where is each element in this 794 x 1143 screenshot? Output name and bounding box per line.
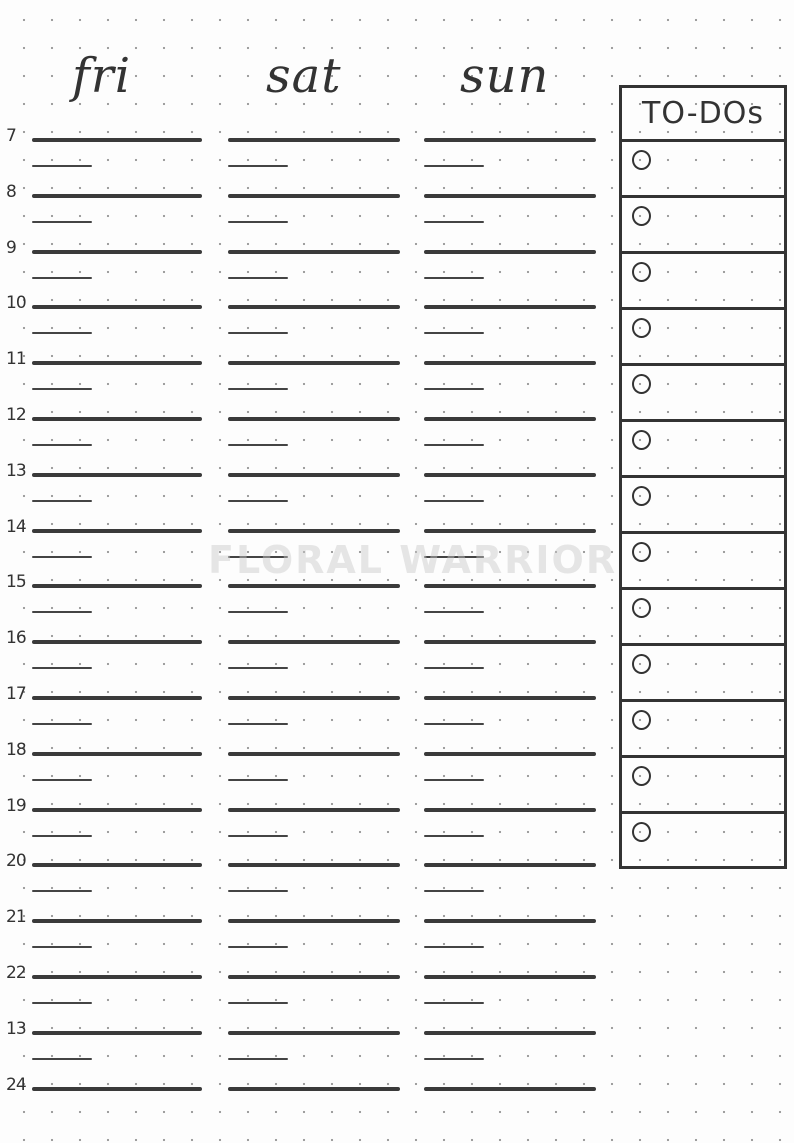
todo-item xyxy=(622,142,784,198)
half-hour-line-sun xyxy=(424,667,484,669)
checkbox-circle-icon xyxy=(632,206,651,226)
hour-line-sun xyxy=(424,529,596,533)
half-hour-line-sun xyxy=(424,946,484,948)
half-hour-line-sat xyxy=(228,165,288,167)
hour-row xyxy=(0,684,610,752)
half-hour-line-fri xyxy=(32,500,92,502)
hour-row xyxy=(0,181,610,250)
checkbox-circle-icon xyxy=(632,598,651,618)
hour-line-fri xyxy=(32,584,202,588)
hour-line-sun xyxy=(424,696,596,700)
half-hour-line-sun xyxy=(424,1058,484,1060)
hour-line-sat xyxy=(228,529,400,533)
hour-line-sat xyxy=(228,1087,400,1091)
todo-item xyxy=(622,310,784,366)
todo-items xyxy=(622,142,784,870)
hour-line-sat xyxy=(228,752,400,756)
hour-line-sat xyxy=(228,863,400,867)
checkbox-circle-icon xyxy=(632,542,651,562)
hour-label: 22 xyxy=(6,963,26,983)
hour-line-sun xyxy=(424,752,596,756)
half-hour-line-sun xyxy=(424,1002,484,1004)
half-hour-line-fri xyxy=(32,890,92,892)
half-hour-line-sun xyxy=(424,388,484,390)
checkbox-circle-icon xyxy=(632,262,651,282)
hour-label: 10 xyxy=(6,293,26,314)
hour-row xyxy=(0,907,610,975)
half-hour-line-sat xyxy=(228,277,288,279)
half-hour-line-fri xyxy=(32,1058,92,1060)
checkbox-circle-icon xyxy=(632,150,651,170)
half-hour-line-fri xyxy=(32,556,92,558)
hour-line-sun xyxy=(424,194,596,198)
hour-label: 11 xyxy=(6,349,26,370)
hour-label: 14 xyxy=(6,516,26,537)
half-hour-line-sat xyxy=(228,221,288,223)
todo-item xyxy=(622,478,784,534)
hour-row xyxy=(0,405,610,473)
hour-line-fri xyxy=(32,1031,202,1035)
hour-line-fri xyxy=(32,1087,202,1091)
half-hour-line-sun xyxy=(424,779,484,781)
half-hour-line-sun xyxy=(424,890,484,892)
todo-item xyxy=(622,534,784,590)
half-hour-line-fri xyxy=(32,388,92,390)
hour-line-sat xyxy=(228,919,400,923)
hour-line-sun xyxy=(424,640,596,644)
half-hour-line-sat xyxy=(228,835,288,837)
todo-item xyxy=(622,814,784,870)
hour-line-fri xyxy=(32,473,202,477)
checkbox-circle-icon xyxy=(632,430,651,450)
half-hour-line-fri xyxy=(32,1002,92,1004)
half-hour-line-sun xyxy=(424,444,484,446)
hour-label: 17 xyxy=(6,684,26,704)
hour-line-sun xyxy=(424,250,596,254)
hour-line-fri xyxy=(32,250,202,254)
hour-row xyxy=(0,628,610,696)
hour-line-fri xyxy=(32,863,202,867)
half-hour-line-fri xyxy=(32,332,92,334)
hour-line-sun xyxy=(424,305,596,309)
half-hour-line-sat xyxy=(228,779,288,781)
checkbox-circle-icon xyxy=(632,654,651,674)
hour-row xyxy=(0,237,610,306)
todo-item xyxy=(622,422,784,478)
hour-label: 21 xyxy=(6,907,26,928)
half-hour-line-sun xyxy=(424,611,484,613)
hour-line-sat xyxy=(228,361,400,365)
hour-line-fri xyxy=(32,640,202,644)
hour-line-sun xyxy=(424,1087,596,1091)
hour-line-fri xyxy=(32,417,202,421)
watermark: FLORAL WARRIOR xyxy=(208,538,618,582)
hour-line-sat xyxy=(228,1031,400,1035)
hour-label: 20 xyxy=(6,851,26,872)
hour-line-fri xyxy=(32,305,202,309)
hour-line-sat xyxy=(228,417,400,421)
half-hour-line-fri xyxy=(32,221,92,223)
half-hour-line-sun xyxy=(424,165,484,167)
half-hour-line-sat xyxy=(228,500,288,502)
hour-label: 16 xyxy=(6,628,26,649)
hour-line-sun xyxy=(424,863,596,867)
hour-row xyxy=(0,293,610,361)
half-hour-line-sat xyxy=(228,890,288,892)
day-title-fri: fri xyxy=(72,48,132,104)
hour-label: 13 xyxy=(6,460,26,481)
hour-line-fri xyxy=(32,194,202,198)
hour-row xyxy=(0,572,610,640)
half-hour-line-fri xyxy=(32,779,92,781)
hour-line-sat xyxy=(228,138,400,142)
checkbox-circle-icon xyxy=(632,374,651,394)
checkbox-circle-icon xyxy=(632,710,651,730)
hour-label: 8 xyxy=(6,181,16,202)
hour-label: 13 xyxy=(6,1018,26,1039)
hour-row xyxy=(0,460,610,529)
hour-line-sat xyxy=(228,640,400,644)
half-hour-line-fri xyxy=(32,946,92,948)
hour-line-sat xyxy=(228,975,400,979)
half-hour-line-fri xyxy=(32,277,92,279)
half-hour-line-sun xyxy=(424,723,484,725)
hour-line-fri xyxy=(32,808,202,812)
hour-line-sat xyxy=(228,250,400,254)
hour-line-sun xyxy=(424,1031,596,1035)
checkbox-circle-icon xyxy=(632,822,651,842)
half-hour-line-fri xyxy=(32,444,92,446)
half-hour-line-sat xyxy=(228,1058,288,1060)
hour-line-sat xyxy=(228,305,400,309)
hour-line-sun xyxy=(424,138,596,142)
hour-row xyxy=(0,126,610,194)
hour-label: 24 xyxy=(6,1074,26,1095)
hour-line-fri xyxy=(32,975,202,979)
todo-header: TO-DOs xyxy=(622,88,784,142)
hour-label: 12 xyxy=(6,405,26,425)
hour-row xyxy=(0,795,610,864)
half-hour-line-sat xyxy=(228,946,288,948)
hour-row xyxy=(0,963,610,1031)
hour-line-sun xyxy=(424,361,596,365)
hour-line-sat xyxy=(228,584,400,588)
half-hour-line-sun xyxy=(424,835,484,837)
half-hour-line-sat xyxy=(228,444,288,446)
hour-row xyxy=(0,739,610,808)
checkbox-circle-icon xyxy=(632,318,651,338)
hour-line-sat xyxy=(228,473,400,477)
hour-line-fri xyxy=(32,138,202,142)
hour-label: 19 xyxy=(6,795,26,816)
hour-line-sun xyxy=(424,919,596,923)
hour-label: 15 xyxy=(6,572,26,593)
half-hour-line-fri xyxy=(32,667,92,669)
hour-row xyxy=(0,851,610,919)
half-hour-line-fri xyxy=(32,723,92,725)
todo-item xyxy=(622,590,784,646)
hour-line-sat xyxy=(228,696,400,700)
todo-item xyxy=(622,254,784,310)
hour-line-sun xyxy=(424,975,596,979)
todo-item xyxy=(622,366,784,422)
half-hour-line-fri xyxy=(32,611,92,613)
hour-label: 18 xyxy=(6,739,26,760)
half-hour-line-sun xyxy=(424,277,484,279)
half-hour-line-sat xyxy=(228,667,288,669)
todo-item xyxy=(622,646,784,702)
half-hour-line-sat xyxy=(228,332,288,334)
half-hour-line-sun xyxy=(424,332,484,334)
day-title-sun: sun xyxy=(460,48,550,104)
hour-line-sun xyxy=(424,808,596,812)
todo-item xyxy=(622,758,784,814)
hour-line-sat xyxy=(228,808,400,812)
hour-line-fri xyxy=(32,696,202,700)
half-hour-line-sat xyxy=(228,1002,288,1004)
half-hour-line-sat xyxy=(228,388,288,390)
hour-row xyxy=(0,1018,610,1087)
hour-line-sun xyxy=(424,584,596,588)
half-hour-line-fri xyxy=(32,165,92,167)
half-hour-line-fri xyxy=(32,835,92,837)
day-title-sat: sat xyxy=(266,48,342,104)
hour-line-sun xyxy=(424,473,596,477)
checkbox-circle-icon xyxy=(632,766,651,786)
hour-row xyxy=(0,1074,610,1143)
todo-item xyxy=(622,198,784,254)
half-hour-line-sun xyxy=(424,500,484,502)
hour-line-fri xyxy=(32,919,202,923)
half-hour-line-sun xyxy=(424,221,484,223)
hour-label: 9 xyxy=(6,237,16,258)
hour-line-fri xyxy=(32,529,202,533)
hour-line-sun xyxy=(424,417,596,421)
hour-line-fri xyxy=(32,361,202,365)
todo-list xyxy=(619,85,787,869)
half-hour-line-sat xyxy=(228,723,288,725)
half-hour-line-sat xyxy=(228,611,288,613)
checkbox-circle-icon xyxy=(632,486,651,506)
hour-row xyxy=(0,349,610,417)
todo-item xyxy=(622,702,784,758)
hour-label: 7 xyxy=(6,126,16,146)
hour-line-sat xyxy=(228,194,400,198)
hour-line-fri xyxy=(32,752,202,756)
